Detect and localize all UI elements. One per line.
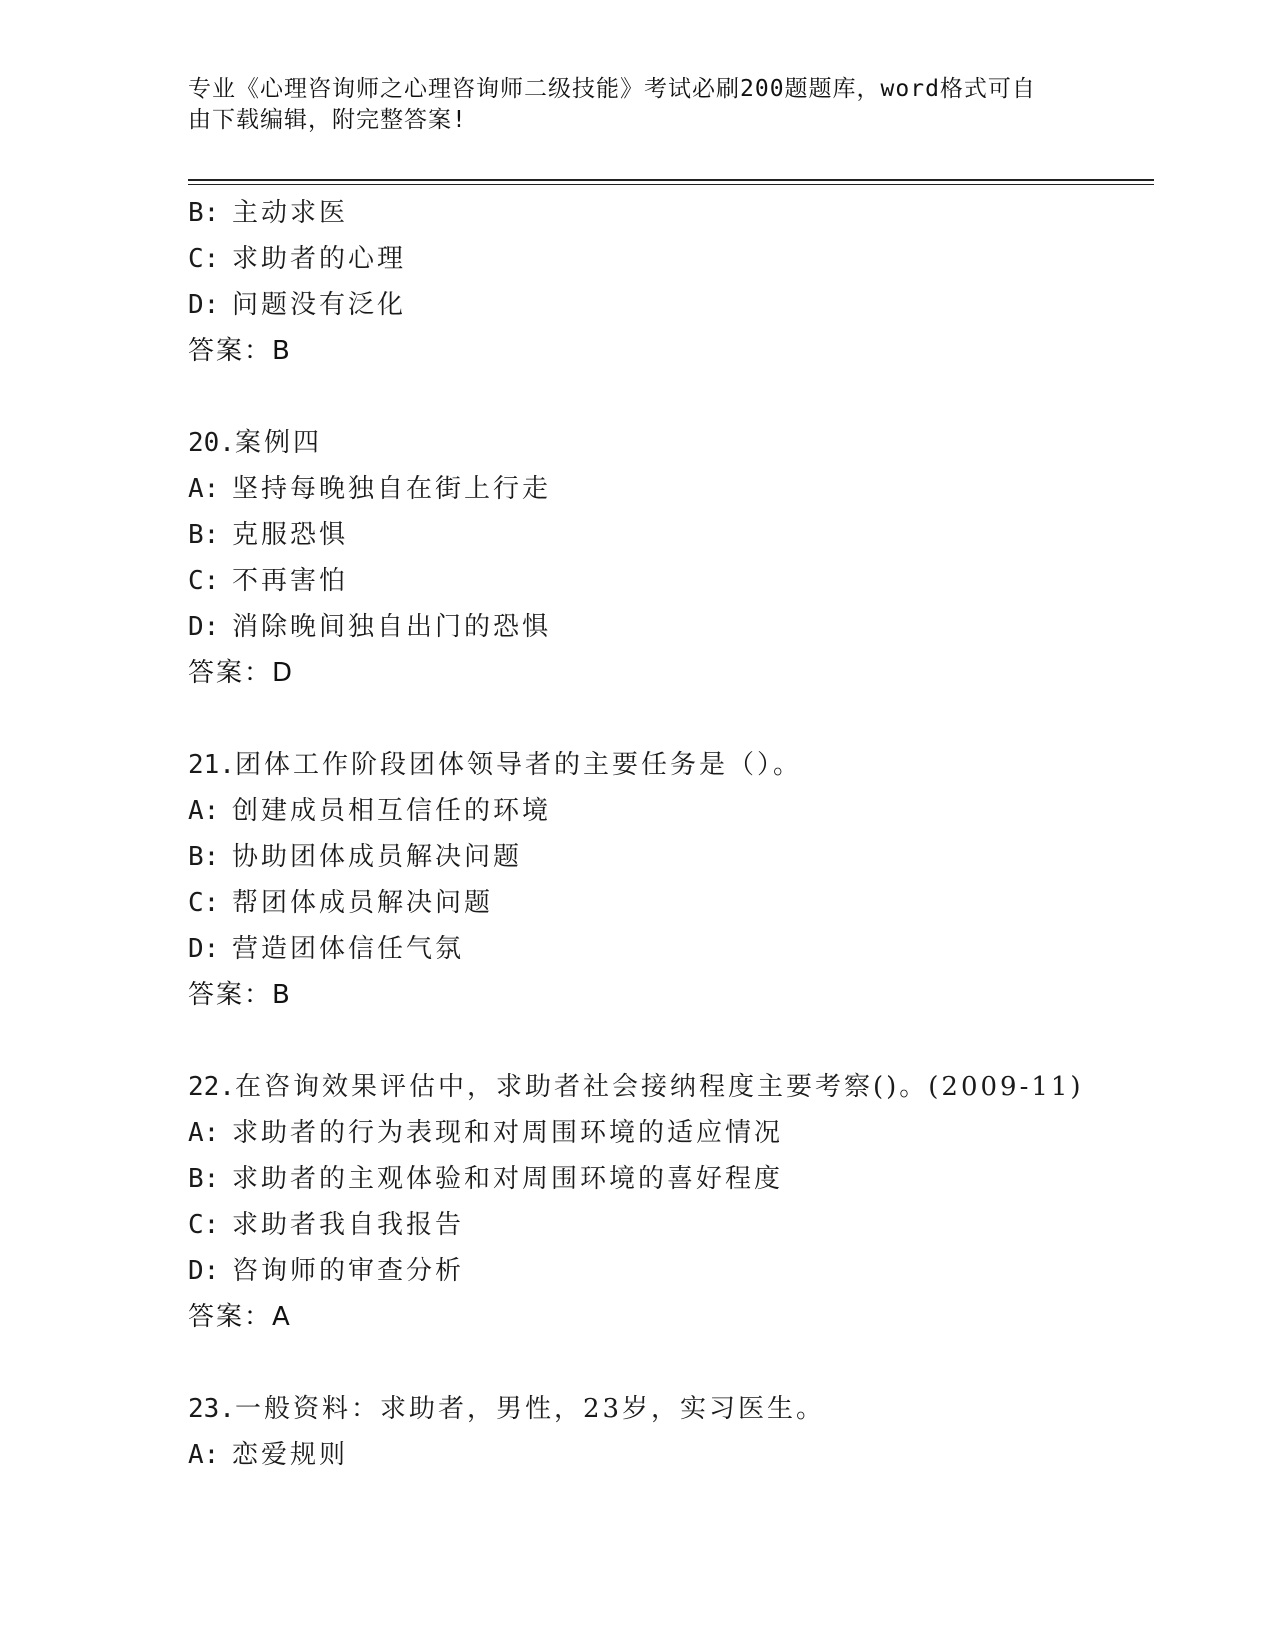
option-row (188, 880, 1148, 926)
question-number: 22. (188, 1072, 235, 1102)
question-text: 一般资料：求助者，男性，23岁，实习医生。 (234, 1394, 826, 1424)
question-block-21 (188, 742, 1148, 1018)
option-letter: D: (188, 290, 220, 320)
answer-line: 答案：D (188, 658, 295, 688)
question-block-22 (188, 1064, 1148, 1340)
option-row (188, 1156, 1148, 1202)
option-text: 协助团体成员解决问题 (232, 842, 523, 872)
option-text: 帮团体成员解决问题 (232, 888, 494, 918)
question-number: 21. (188, 750, 235, 780)
option-text: 咨询师的审查分析 (232, 1256, 465, 1286)
option-row (188, 604, 1148, 650)
header-line-1: 专业《心理咨询师之心理咨询师二级技能》考试必刷200题题库，word格式可自 (188, 76, 1036, 102)
option-text: 主动求医 (232, 198, 349, 228)
option-text: 不再害怕 (232, 566, 349, 596)
option-letter: A: (188, 1118, 220, 1148)
option-row (188, 926, 1148, 972)
option-text: 克服恐惧 (232, 520, 349, 550)
question-block-20 (188, 420, 1148, 696)
option-text: 求助者的行为表现和对周围环境的适应情况 (232, 1118, 784, 1148)
answer-line: 答案：B (188, 336, 292, 366)
option-row (188, 512, 1148, 558)
question-text: 团体工作阶段团体领导者的主要任务是（）。 (234, 750, 802, 780)
option-text: 创建成员相互信任的环境 (232, 796, 552, 826)
spacer (188, 374, 1148, 420)
option-text: 求助者的主观体验和对周围环境的喜好程度 (232, 1164, 784, 1194)
question-block-23 (188, 1386, 1148, 1478)
question-stem (188, 1064, 1148, 1110)
option-text: 求助者的心理 (232, 244, 407, 274)
spacer (188, 1340, 1148, 1386)
question-stem (188, 742, 1148, 788)
question-block-19 (188, 190, 1148, 374)
option-letter: D: (188, 934, 220, 964)
option-letter: B: (188, 198, 220, 228)
option-row (188, 1202, 1148, 1248)
option-letter: B: (188, 842, 220, 872)
header-line-2: 由下载编辑，附完整答案! (188, 107, 467, 133)
header-divider (188, 179, 1154, 185)
option-letter: C: (188, 244, 220, 274)
option-letter: A: (188, 1440, 220, 1470)
spacer (188, 696, 1148, 742)
answer-line: 答案：B (188, 980, 292, 1010)
question-stem (188, 1386, 1148, 1432)
option-text: 求助者我自我报告 (232, 1210, 465, 1240)
option-letter: B: (188, 520, 220, 550)
option-letter: A: (188, 474, 220, 504)
document-header (188, 74, 1068, 136)
option-row (188, 466, 1148, 512)
option-row (188, 1110, 1148, 1156)
option-text: 恋爱规则 (232, 1440, 349, 1470)
option-row (188, 190, 1148, 236)
option-row (188, 788, 1148, 834)
option-letter: B: (188, 1164, 220, 1194)
question-list (188, 190, 1148, 1478)
option-text: 消除晚间独自出门的恐惧 (232, 612, 552, 642)
question-text: 在咨询效果评估中，求助者社会接纳程度主要考察()。(2009-11) (234, 1072, 1084, 1102)
option-letter: C: (188, 566, 220, 596)
option-letter: D: (188, 1256, 220, 1286)
option-letter: C: (188, 1210, 220, 1240)
question-number: 23. (188, 1394, 235, 1424)
question-stem (188, 420, 1148, 466)
spacer (188, 1018, 1148, 1064)
option-text: 问题没有泛化 (232, 290, 407, 320)
option-row (188, 1432, 1148, 1478)
option-letter: C: (188, 888, 220, 918)
question-number: 20. (188, 428, 235, 458)
answer-line: 答案：A (188, 1302, 292, 1332)
option-row (188, 236, 1148, 282)
option-row (188, 834, 1148, 880)
option-row (188, 282, 1148, 328)
option-row (188, 1248, 1148, 1294)
option-letter: D: (188, 612, 220, 642)
option-row (188, 558, 1148, 604)
option-text: 营造团体信任气氛 (232, 934, 465, 964)
option-letter: A: (188, 796, 220, 826)
question-text: 案例四 (234, 428, 322, 458)
option-text: 坚持每晚独自在街上行走 (232, 474, 552, 504)
